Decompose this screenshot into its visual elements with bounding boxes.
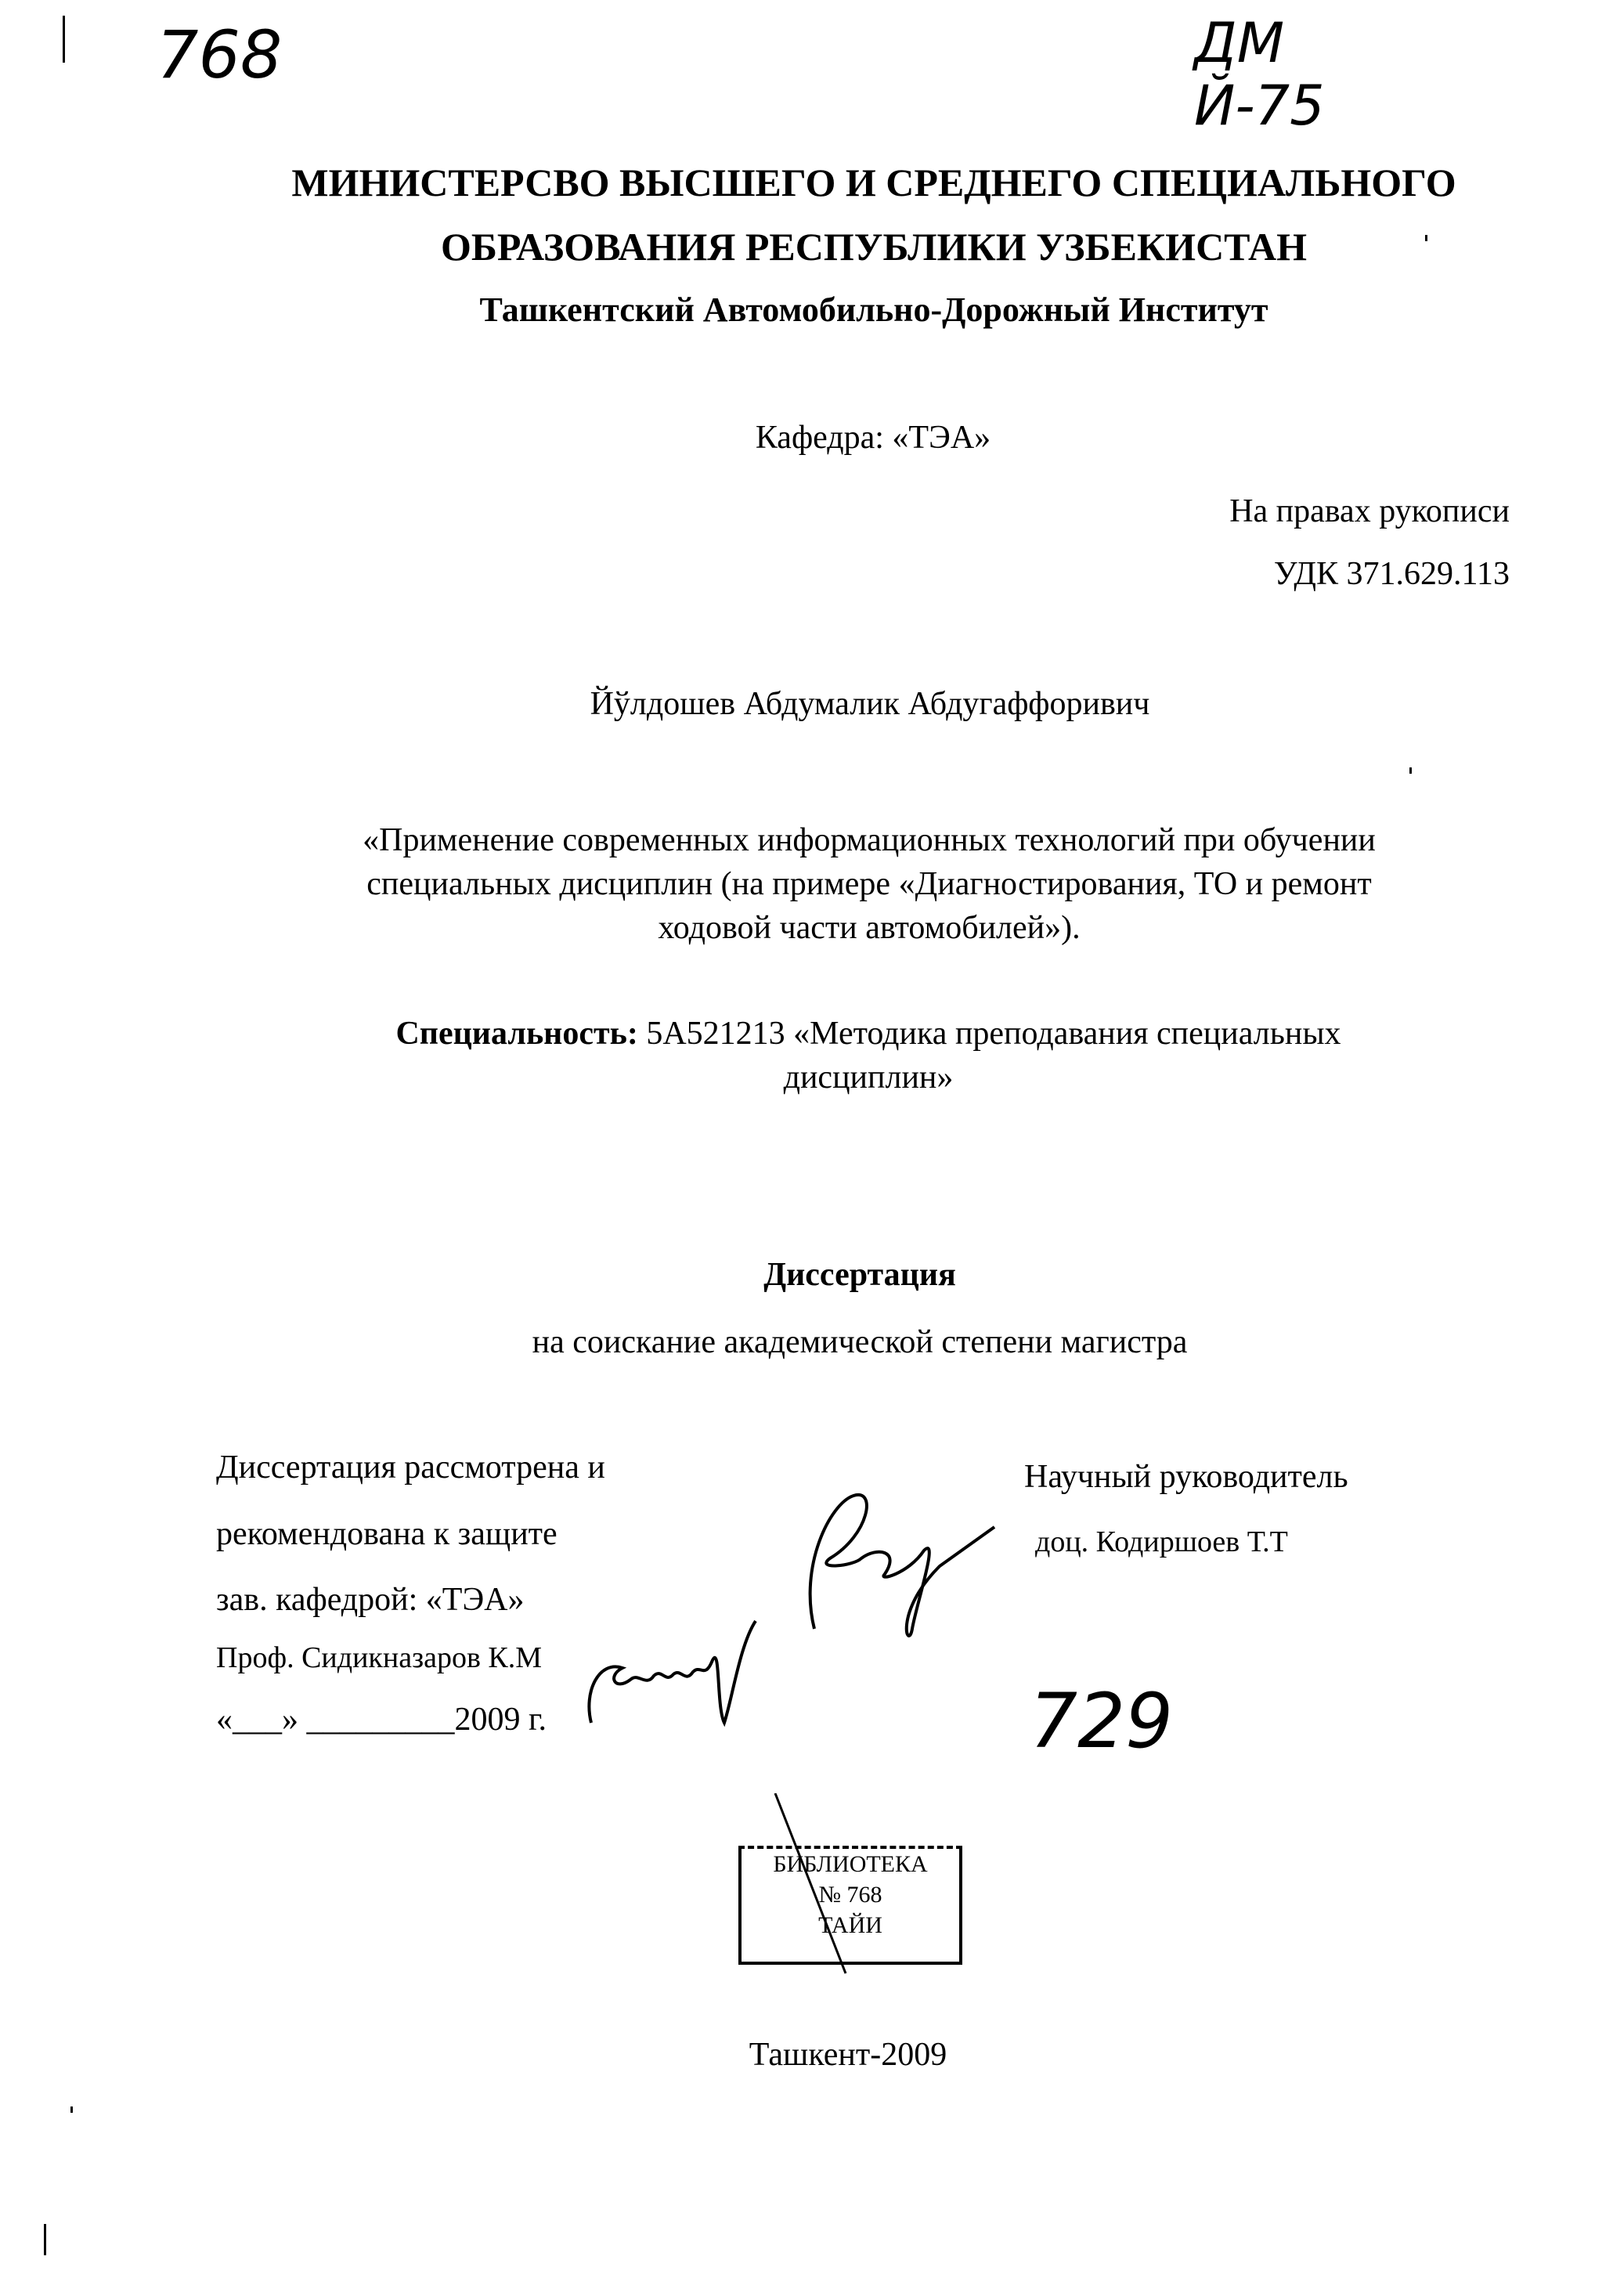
author-name: Йўлдошев Абдумалик Абдугаффоривич: [590, 686, 1150, 722]
scan-speck: [44, 2224, 46, 2255]
ministry-line1: МИНИСТЕРСВО ВЫСШЕГО И СРЕДНЕГО СПЕЦИАЛЬНОГО: [291, 161, 1456, 204]
scan-speck: [1425, 235, 1427, 241]
stamp-line2: № 768: [818, 1882, 882, 1908]
stamp-line1: БИБЛИОТЕКА: [773, 1851, 928, 1877]
specialty-line2: дисциплин»: [783, 1060, 954, 1096]
thesis-title-line3: ходовой части автомобилей»).: [658, 910, 1081, 946]
head-of-department-signature: [576, 1613, 779, 1731]
approval-line3: зав. кафедрой: «ТЭА»: [216, 1582, 525, 1618]
work-type: Диссертация: [763, 1257, 956, 1293]
scan-speck: [1409, 767, 1412, 774]
approval-date: «___» _________2009 г.: [216, 1702, 547, 1738]
handwritten-code-line1: ДМ: [1194, 11, 1285, 75]
handwritten-number-729: 729: [1030, 1677, 1174, 1765]
thesis-title-line1: «Применение современных информационных технологий при обучении: [363, 822, 1376, 858]
specialty-value: 5A521213 «Методика преподавания специальных: [646, 1016, 1341, 1052]
degree: на соискание академической степени магистра: [532, 1324, 1188, 1360]
approval-line1: Диссертация рассмотрена и: [216, 1449, 605, 1486]
institute-name: Ташкентский Автомобильно-Дорожный Институт: [479, 291, 1268, 329]
approval-line4: Проф. Сидикназаров К.М: [216, 1641, 543, 1674]
thesis-title-line2: специальных дисциплин (на примере «Диагностирования, ТО и ремонт: [366, 866, 1372, 902]
stamp-line3: ТАЙИ: [818, 1912, 882, 1938]
approval-line2: рекомендована к защите: [216, 1516, 558, 1552]
stamp-diagonal-mark: [767, 1793, 861, 1981]
handwritten-number-768: 768: [157, 16, 283, 93]
scan-speck: [63, 16, 65, 63]
supervisor-name: доц. Кодиршоев Т.Т: [1035, 1525, 1288, 1558]
supervisor-label: Научный руководитель: [1024, 1459, 1348, 1495]
specialty-line1: [395, 1017, 1341, 1050]
supervisor-signature: [783, 1472, 1018, 1660]
handwritten-code-line2: Й-75: [1194, 74, 1325, 138]
manuscript-rights: На правах рукописи: [1229, 493, 1510, 529]
scan-speck: [70, 2106, 73, 2113]
city-year: Ташкент-2009: [749, 2037, 947, 2073]
department: Кафедра: «ТЭА»: [755, 420, 991, 456]
udc-code: УДК 371.629.113: [1273, 556, 1510, 592]
ministry-line2: ОБРАЗОВАНИЯ РЕСПУБЛИКИ УЗБЕКИСТАН: [440, 225, 1308, 269]
specialty-label: Специальность:: [395, 1016, 638, 1052]
